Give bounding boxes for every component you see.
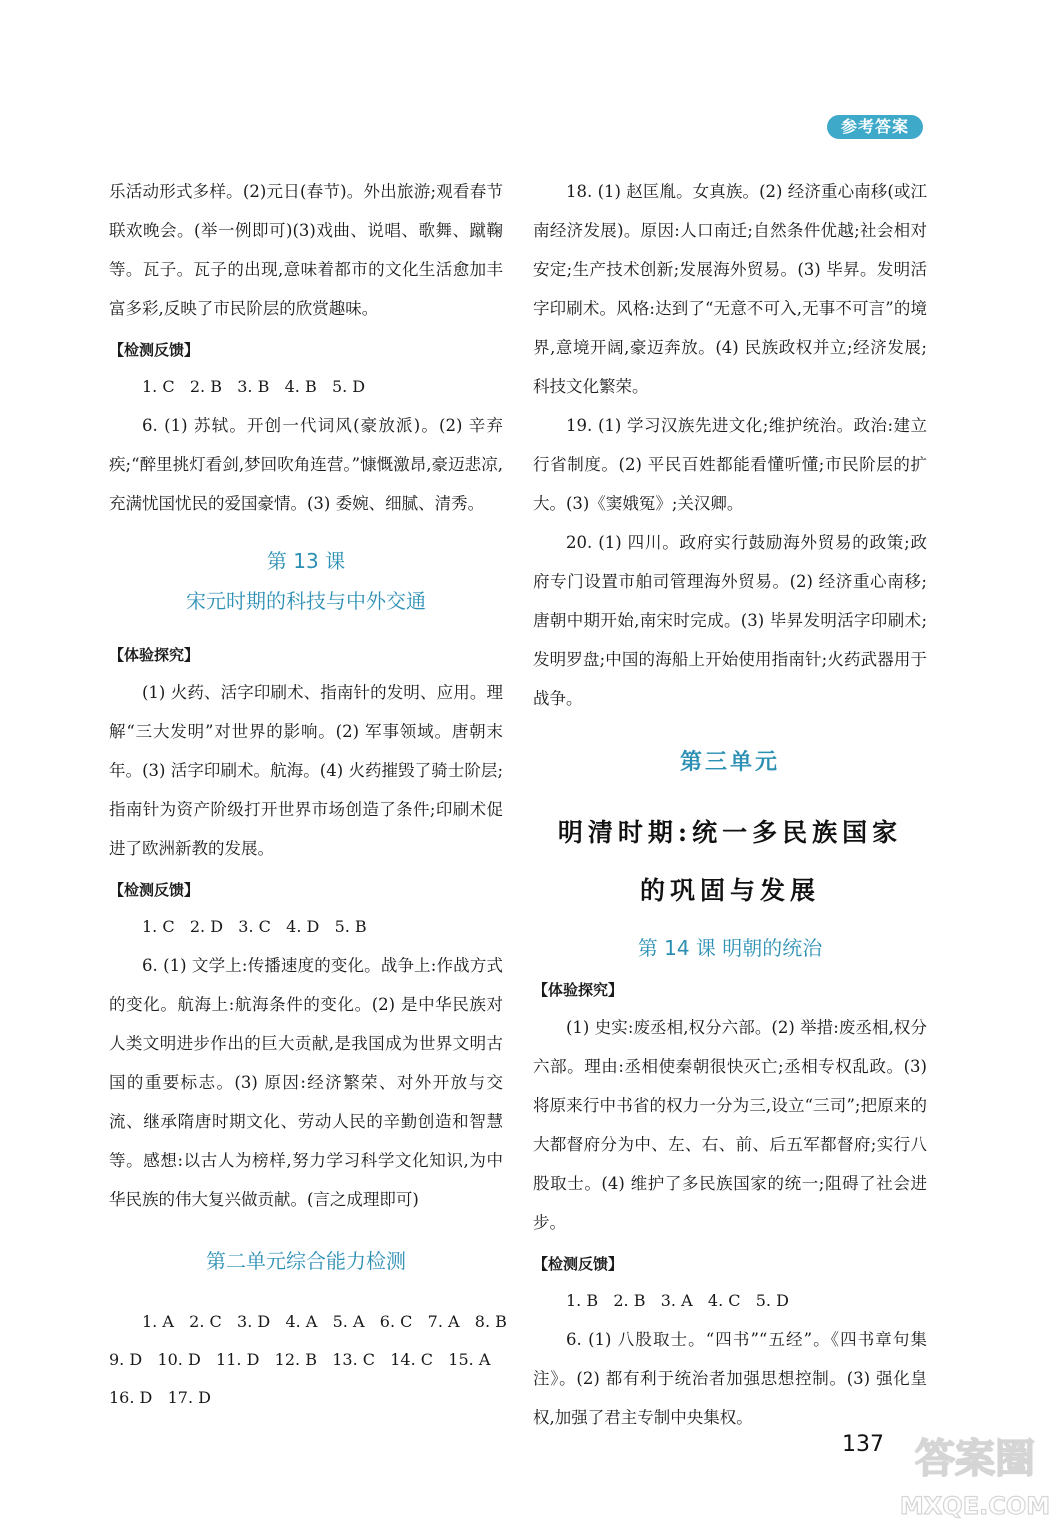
answer-paragraph: 19. (1) 学习汉族先进文化;维护统治。政治:建立行省制度。(2) 平民百姓都能看懂听懂;市民阶层的扩大。(3)《窦娥冤》;关汉卿。 <box>533 416 927 513</box>
unit-3-label: 第三单元 <box>679 749 780 775</box>
answer-row: 1. A 2. C 3. D 4. A 5. A 6. C 7. A 8. B <box>142 1312 507 1331</box>
answer-paragraph: 6. (1) 苏轼。开创一代词风(豪放派)。(2) 辛弃疾;“醉里挑灯看剑,梦回吹角连营。”慷慨激昂,豪迈悲凉,充满忧国忧民的爱国豪情。(3) 委婉、细腻、清秀。 <box>109 416 503 513</box>
unit-3-title-line-1: 明清时期:统一多民族国家 <box>557 818 903 847</box>
unit-2-test-title: 第二单元综合能力检测 <box>206 1249 406 1273</box>
answer-paragraph: 18. (1) 赵匡胤。女真族。(2) 经济重心南移(或江南经济发展)。原因:人口南迁;自然条件优越;社会相对安定;生产技术创新;发展海外贸易。(3) 毕昇。发明活字印刷术。风格:达到了“无意不可入,无事不可言”的境界,意境开阔,豪迈奔放。(4) 民族政权并立;经济发展;科技文化繁荣。 <box>533 182 927 396</box>
page-number: 137 <box>842 1432 884 1457</box>
right-column <box>533 172 927 1437</box>
answer-row: 9. D 10. D 11. D 12. B 13. C 14. C 15. A <box>109 1350 491 1369</box>
answer-key-badge: 参考答案 <box>827 115 923 139</box>
lesson-13-title: 宋元时期的科技与中外交通 <box>186 589 426 613</box>
section-heading-explore: 【体验探究】 <box>109 646 200 664</box>
answer-row: 1. C 2. D 3. C 4. D 5. B <box>142 917 367 936</box>
section-heading-feedback: 【检测反馈】 <box>109 881 200 899</box>
answer-row: 16. D 17. D <box>109 1388 211 1407</box>
section-heading-feedback: 【检测反馈】 <box>109 341 200 359</box>
section-heading-feedback: 【检测反馈】 <box>533 1255 624 1273</box>
answer-row: 1. C 2. B 3. B 4. B 5. D <box>142 377 366 396</box>
lesson-13-number: 第 13 课 <box>266 549 346 573</box>
unit-3-title-line-2: 的巩固与发展 <box>639 876 820 905</box>
answer-paragraph: (1) 火药、活字印刷术、指南针的发明、应用。理解“三大发明”对世界的影响。(2) 军事领域。唐朝末年。(3) 活字印刷术。航海。(4) 火药摧毁了骑士阶层;指南针为资产阶级打开世界市场创造了条件;印刷术促进了欧洲新教的发展。 <box>109 683 503 858</box>
answer-paragraph: 6. (1) 文学上:传播速度的变化。战争上:作战方式的变化。航海上:航海条件的变化。(2) 是中华民族对人类文明进步作出的巨大贡献,是我国成为世界文明古国的重要标志。(3) 原因:经济繁荣、对外开放与交流、继承隋唐时期文化、劳动人民的辛勤创造和智慧等。感想:以古人为榜样,努力学习科学文化知识,为中华民族的伟大复兴做贡献。(言之成理即可) <box>109 956 503 1209</box>
left-column <box>109 172 507 1417</box>
answer-paragraph: (1) 史实:废丞相,权分六部。(2) 举措:废丞相,权分六部。理由:丞相使秦朝很快灭亡;丞相专权乱政。(3) 将原来行中书省的权力一分为三,设立“三司”;把原来的大都督府分为中、左、右、前、后五军都督府;实行八股取士。(4) 维护了多民族国家的统一;阻碍了社会进步。 <box>533 1018 927 1232</box>
watermark-logo <box>900 1410 1050 1530</box>
answer-paragraph: 20. (1) 四川。政府实行鼓励海外贸易的政策;政府专门设置市舶司管理海外贸易。(2) 经济重心南移;唐朝中期开始,南宋时完成。(3) 毕昇发明活字印刷术;发明罗盘;中国的海船上开始使用指南针;火药武器用于战争。 <box>533 533 927 708</box>
answer-paragraph: 6. (1) 八股取士。“四书”“五经”。《四书章句集注》。(2) 都有利于统治者加强思想控制。(3) 强化皇权,加强了君主专制中央集权。 <box>533 1330 927 1427</box>
watermark-text-url: MXQE.COM <box>900 1492 1050 1520</box>
answer-row: 1. B 2. B 3. A 4. C 5. D <box>566 1291 789 1310</box>
watermark-text-cn: 答案圈 <box>915 1436 1035 1482</box>
continued-answer-paragraph: 乐活动形式多样。(2)元日(春节)。外出旅游;观看春节联欢晚会。(举一例即可)(3)戏曲、说唱、歌舞、蹴鞠等。瓦子。瓦子的出现,意味着都市的文化生活愈加丰富多彩,反映了市民阶层的欣赏趣味。 <box>109 182 503 318</box>
section-heading-explore: 【体验探究】 <box>533 981 624 999</box>
lesson-14-title: 第 14 课 明朝的统治 <box>637 936 823 960</box>
